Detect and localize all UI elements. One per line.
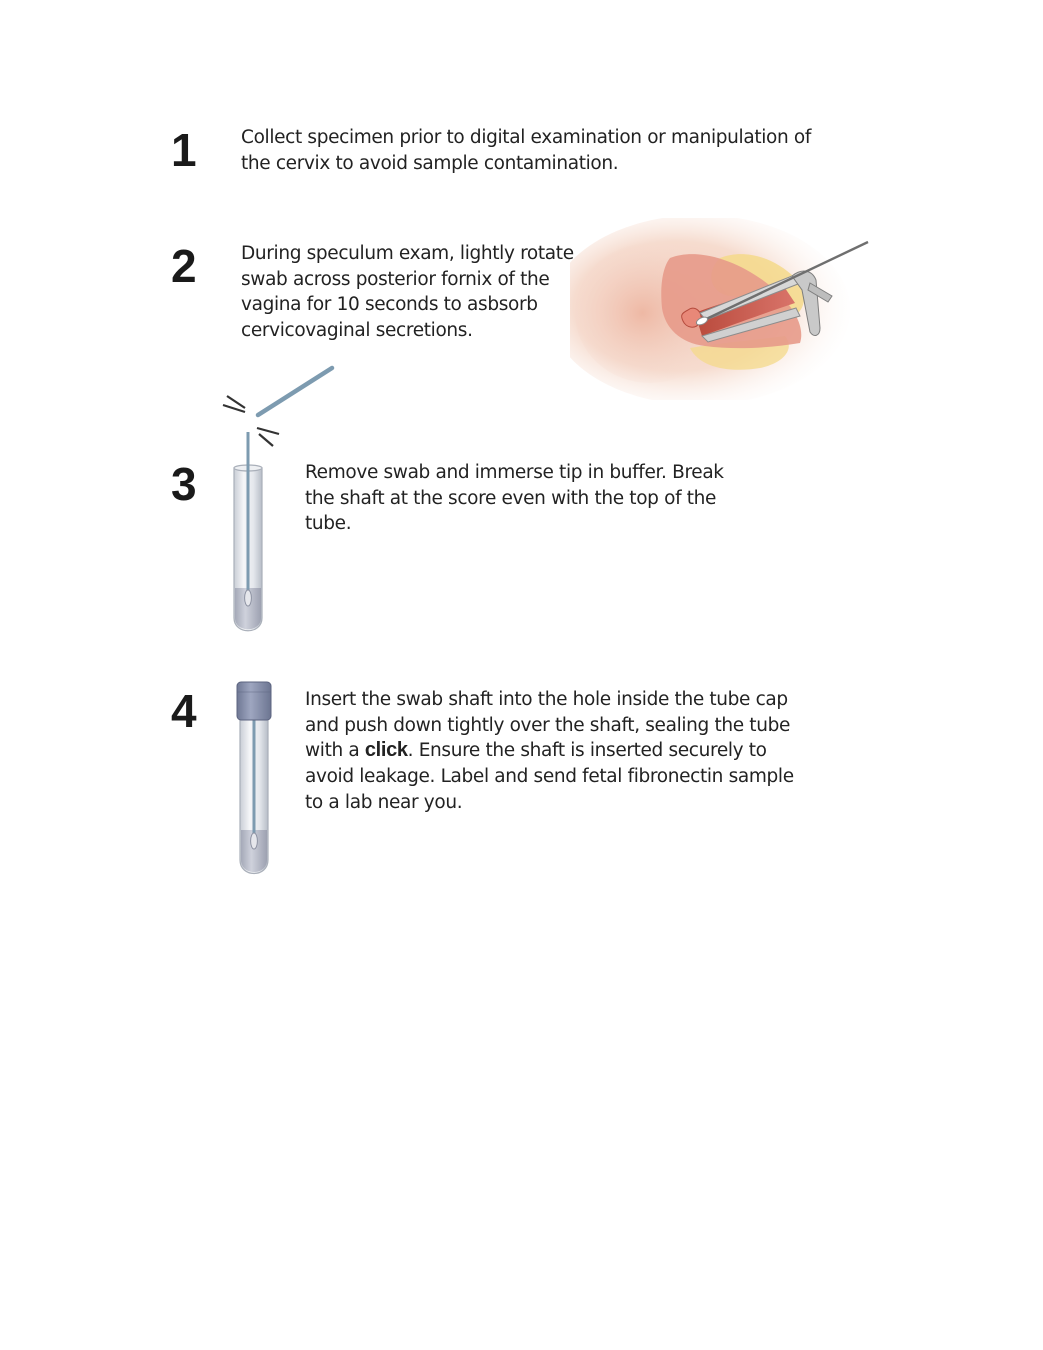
step-4-number: 4: [171, 685, 197, 737]
speculum-exam-illustration: [570, 218, 875, 400]
step-1-text: Collect specimen prior to digital examination or manipulation of the cervix to avoid sample contamination.: [241, 127, 812, 174]
step-4-text-after: . Ensure the shaft is inserted securely to avoid leakage. Label and send fetal fibronectin sample to a lab near you.: [305, 740, 794, 813]
step-3-number: 3: [171, 458, 197, 510]
step-4-text-bold: click: [364, 739, 408, 762]
step-1-number: 1: [171, 124, 197, 176]
step-4-text-before: Insert the swab shaft into the hole inside the tube cap and push down tightly over the shaft, sealing the tube with a: [305, 689, 790, 762]
step-2-text: During speculum exam, lightly rotate swab across posterior fornix of the vagina for 10 seconds to asbsorb cervicovaginal secretions.: [241, 243, 574, 342]
capped-tube-illustration: [230, 678, 280, 883]
step-4-text: [305, 687, 805, 816]
step-3-text: Remove swab and immerse tip in buffer. Break the shaft at the score even with the top of the tube.: [305, 462, 724, 535]
step-2-number: 2: [171, 240, 197, 292]
swab-breaking-in-tube-illustration: [215, 360, 340, 635]
